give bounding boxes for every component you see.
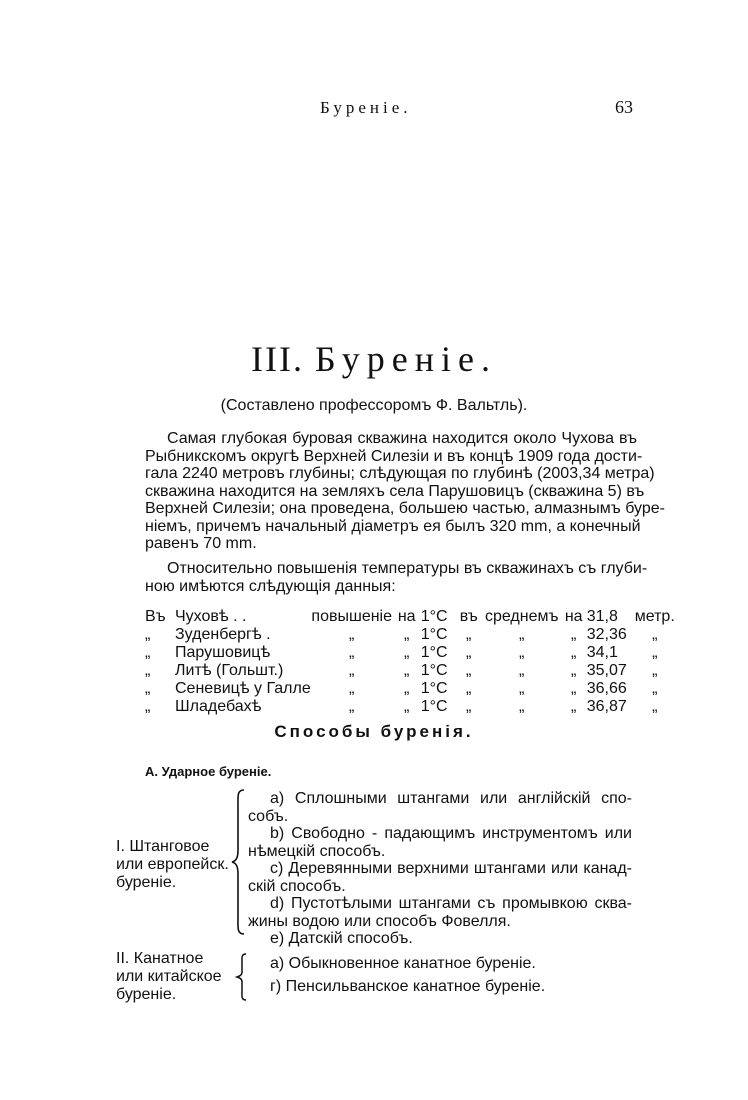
cell-place: Шладебахѣ [175,698,262,715]
method-item-line: e) Датскій способъ. [270,930,413,947]
cell-sred: „ [519,698,525,715]
method-item [270,978,632,996]
cell-place: Литѣ (Гольшт.) [175,662,284,679]
group-label-line: буреніе. [116,986,177,1003]
brace-icon [234,952,250,1002]
table-row [145,626,675,644]
cell-prefix: Въ [145,608,166,625]
table-row [145,680,675,698]
chapter-title-text: Буреніе. [314,339,497,379]
cell-na: „ [404,698,410,715]
group-label-2 [116,950,222,1004]
paragraph-line: Относительно повышенія температуры въ скважинахъ съ глуби- [167,560,648,577]
cell-phrase: „ [349,662,355,679]
paragraph-line: гала 2240 метровъ глубины; слѣдующая по глубинѣ (2003,34 метра) [145,465,655,482]
brace-icon [230,788,250,936]
method-item [248,895,632,930]
cell-avg: „ [466,698,472,715]
cell-phrase: „ [349,644,355,661]
method-list-1 [248,790,632,948]
method-item-line: d) Пустотѣлыми штангами съ промывкою сква- [270,895,632,912]
paragraph-line: Самая глубокая буровая скважина находится около Чухова въ [167,430,637,447]
section-heading: Способы буренія. [274,722,474,741]
paragraph-line: Рыбникскомъ округѣ Верхней Силезіи и въ концѣ 1909 года дости- [145,447,643,465]
cell-prefix: „ [145,662,151,679]
cell-sred: „ [519,680,525,697]
group-label-line: II. Канатное [116,950,204,967]
cell-deg: 1°С [420,626,448,643]
group-label-line: или китайское [116,968,222,985]
cell-prefix: „ [145,644,151,661]
cell-unit: „ [652,662,658,679]
method-item-line: г) Пенсильванское канатное буреніе. [270,977,546,995]
chapter-numeral: III. [251,339,304,379]
cell-phrase: „ [349,698,355,715]
paragraph-line: ною имѣются слѣдующія данныя: [145,577,396,595]
method-item [270,930,632,948]
cell-deg: 1°С [420,662,448,679]
method-item-line: a) Сплошными штангами или англійскій спо- [270,790,632,807]
cell-unit: „ [652,644,658,661]
cell-value: 31,8 [586,608,618,625]
cell-deg: 1°С [420,680,448,697]
method-item [248,825,632,860]
method-item-line: b) Свободно - падающимъ инструментомъ или [270,825,632,842]
method-item [270,955,632,973]
cell-value: 36,87 [586,698,627,715]
cell-phrase: „ [349,680,355,697]
running-title: Буреніе. [320,98,412,117]
page-number: 63 [615,97,633,117]
paragraph-line: Верхней Силезіи; она проведена, большею частью, алмазнымъ буре- [145,500,665,517]
cell-na2: „ [571,680,577,697]
cell-phrase: повышеніе [311,608,393,625]
group-label-1 [116,838,229,892]
table-row [145,662,675,680]
method-item-line: собъ. [248,807,289,825]
cell-na: „ [404,644,410,661]
cell-value: 32,36 [586,626,627,643]
paragraph-line: скважина находится на земляхъ села Парушовицъ (скважина 5) въ [145,482,645,500]
method-item-line: жины водою или способъ Фовелля. [248,912,511,930]
paragraph-line: ніемъ, причемъ начальный діаметръ ея былъ 320 mm, а конечный [145,517,641,535]
cell-value: 34,1 [586,644,618,661]
cell-place: Зуденбергѣ . [175,626,271,643]
cell-avg: „ [466,644,472,661]
cell-value: 36,66 [586,680,627,697]
method-item-line: скій способъ. [248,877,346,895]
cell-sred: „ [519,626,525,643]
cell-na: „ [404,680,410,697]
cell-unit: „ [652,626,658,643]
cell-value: 35,07 [586,662,627,679]
table-row [145,698,675,716]
method-item-line: нѣмецкій способъ. [248,842,386,860]
cell-avg: „ [466,662,472,679]
cell-place: Сеневицѣ у Галле [175,680,311,697]
cell-place: Парушовицѣ [175,644,271,661]
paragraph-1 [145,430,665,553]
cell-sred: „ [519,662,525,679]
cell-unit: „ [652,698,658,715]
compiled-by: (Составлено профессоромъ Ф. Вальтль). [220,397,528,414]
cell-prefix: „ [145,698,151,715]
method-item-line: c) Деревянными верхними штангами или канад- [270,860,632,877]
method-item [248,860,632,895]
chapter-title [0,338,748,380]
cell-avg: въ [459,608,478,625]
table-row [145,608,675,626]
cell-phrase: „ [349,626,355,643]
cell-unit: метр. [634,608,675,625]
cell-deg: 1°С [420,644,448,661]
subsection-heading: А. Ударное буреніе. [145,764,272,779]
cell-sred: среднемъ [484,608,559,625]
cell-na2: „ [571,626,577,643]
cell-na2: „ [571,698,577,715]
group-label-line: I. Штанговое [116,838,210,855]
paragraph-2 [145,560,648,595]
cell-prefix: „ [145,626,151,643]
cell-na2: на [564,608,583,625]
cell-prefix: „ [145,680,151,697]
cell-na2: „ [571,644,577,661]
cell-deg: 1°С [420,698,448,715]
group-label-line: или европейск. [116,856,229,873]
cell-sred: „ [519,644,525,661]
cell-place: Чуховѣ . . [175,608,247,625]
method-item-line: а) Обыкновенное канатное буреніе. [270,955,536,972]
paragraph-line: равенъ 70 mm. [145,535,257,552]
table-row [145,644,675,662]
cell-unit: „ [652,680,658,697]
cell-deg: 1°С [420,608,448,625]
cell-avg: „ [466,626,472,643]
method-list-2 [270,955,632,995]
method-item [248,790,632,825]
temperature-table [145,608,675,716]
cell-avg: „ [466,680,472,697]
cell-na: „ [404,662,410,679]
cell-na2: „ [571,662,577,679]
cell-na: на [397,608,416,625]
cell-na: „ [404,626,410,643]
group-label-line: буреніе. [116,874,177,891]
